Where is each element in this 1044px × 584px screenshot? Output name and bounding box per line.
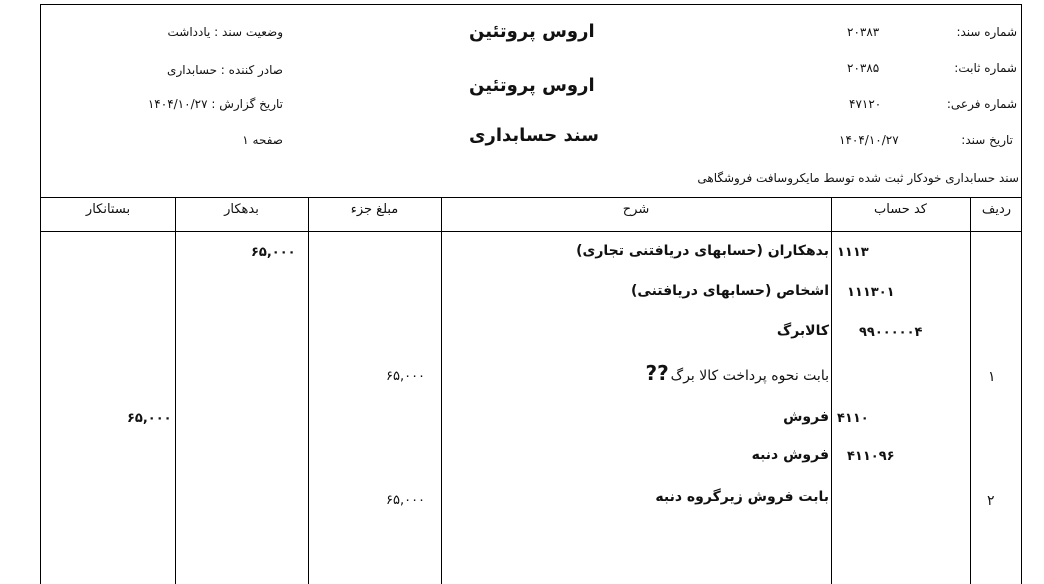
col-divider-description: [831, 197, 832, 584]
credit-amount: ۶۵,۰۰۰: [127, 411, 172, 426]
doc-no-value: ۲۰۳۸۳: [847, 25, 880, 39]
account-code: ۱۱۱۳: [837, 245, 869, 260]
line-description: بابت فروش زیرگروه دنبه: [655, 489, 829, 505]
debit-amount: ۶۵,۰۰۰: [251, 245, 296, 260]
accounting-document: [40, 4, 1022, 584]
col-header-description: شرح: [622, 202, 650, 217]
account-code: ۴۱۱۰۹۶: [847, 449, 895, 464]
company-name-1: اروس پروتئین: [469, 21, 595, 42]
account-title: فروش دنبه: [751, 447, 829, 463]
account-code: ۴۱۱۰: [837, 411, 869, 426]
col-header-row: ردیف: [981, 202, 1012, 217]
question-marks: ??: [645, 361, 669, 385]
col-header-partial: مبلغ جزء: [350, 202, 399, 217]
sub-no-value: ۴۷۱۲۰: [849, 97, 882, 111]
account-code: ۹۹۰۰۰۰۰۴: [859, 325, 923, 340]
account-title: فروش: [783, 409, 829, 425]
account-title: اشخاص (حسابهای دریافتنی): [631, 283, 829, 299]
row-number: ۱: [988, 369, 996, 385]
company-name-2: اروس پروتئین: [469, 75, 595, 96]
doc-date-value: ۱۴۰۴/۱۰/۲۷: [839, 133, 899, 147]
account-title: بدهکاران (حسابهای دریافتنی تجاری): [576, 243, 829, 259]
col-header-credit: بستانکار: [85, 202, 131, 217]
col-divider-debit: [308, 197, 309, 584]
document-type: سند حسابداری: [469, 125, 599, 146]
doc-status: وضعیت سند : یادداشت: [167, 25, 283, 39]
partial-amount: ۶۵,۰۰۰: [386, 493, 426, 508]
fixed-no-label: شماره ثابت:: [954, 61, 1017, 75]
report-date: تاریخ گزارش : ۱۴۰۴/۱۰/۲۷: [147, 97, 283, 111]
page-number: صفحه ۱: [242, 133, 283, 147]
col-header-debit: بدهکار: [224, 202, 259, 217]
col-divider-credit: [175, 197, 176, 584]
table-top-border: [41, 197, 1021, 198]
sub-no-label: شماره فرعی:: [946, 97, 1017, 111]
partial-amount: ۶۵,۰۰۰: [386, 369, 426, 384]
account-code: ۱۱۱۳۰۱: [847, 285, 895, 300]
issuer: صادر کننده : حسابداری: [167, 63, 283, 77]
table-header-border: [41, 231, 1021, 232]
col-divider-code: [970, 197, 971, 584]
line-description: [645, 361, 829, 385]
line-description-text: بابت نحوه پرداخت کالا برگ: [670, 368, 829, 384]
col-header-account-code: کد حساب: [874, 202, 927, 217]
date-label: تاریخ سند:: [961, 133, 1013, 147]
fixed-no-value: ۲۰۳۸۵: [847, 61, 880, 75]
col-divider-partial: [441, 197, 442, 584]
row-number: ۲: [987, 493, 995, 509]
document-note: سند حسابداری خودکار ثبت شده توسط مایکروسافت فروشگاهی: [697, 171, 1019, 185]
doc-no-label: شماره سند:: [956, 25, 1017, 39]
account-title: کالابرگ: [776, 323, 829, 339]
